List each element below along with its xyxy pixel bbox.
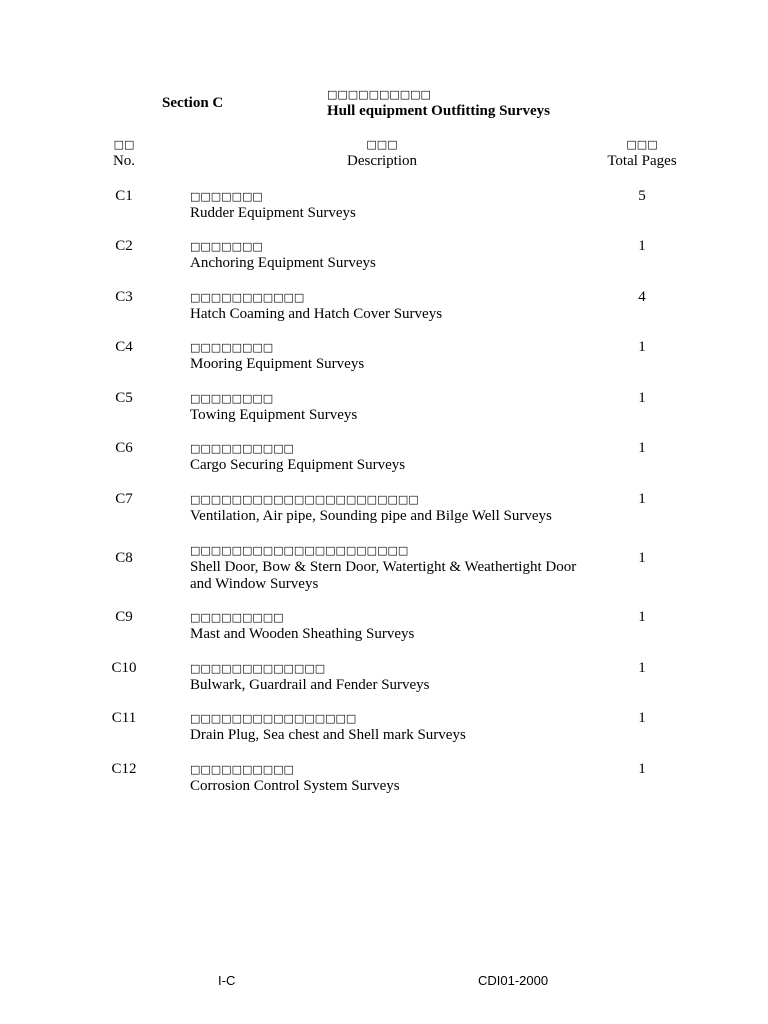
row-title: Hatch Coaming and Hatch Cover Surveys xyxy=(190,305,443,322)
toc-row xyxy=(0,660,768,694)
toc-row xyxy=(0,542,768,593)
row-description xyxy=(190,188,585,222)
row-number: C11 xyxy=(111,710,137,727)
toc-row xyxy=(0,188,768,222)
row-title-thai: □□□□□□□□□□□□□□□□□□□□□ xyxy=(190,543,409,557)
row-title-thai: □□□□□□□□□□□ xyxy=(190,290,305,304)
row-number: C9 xyxy=(115,609,133,626)
row-description xyxy=(190,609,585,643)
row-title: Mast and Wooden Sheathing Surveys xyxy=(190,626,415,643)
row-page-count: 1 xyxy=(638,339,646,356)
row-title: Shell Door, Bow & Stern Door, Watertight & Weathertight Door and Window Surveys xyxy=(190,558,577,592)
row-number: C4 xyxy=(115,339,133,356)
row-title: Corrosion Control System Surveys xyxy=(190,778,400,795)
row-title: Cargo Securing Equipment Surveys xyxy=(190,457,406,474)
toc-row xyxy=(0,710,768,744)
toc-row xyxy=(0,440,768,474)
column-header-no xyxy=(82,136,166,170)
toc-row xyxy=(0,339,768,373)
row-title-thai: □□□□□□□□□ xyxy=(190,611,284,625)
row-number: C2 xyxy=(115,238,133,255)
row-page-count: 1 xyxy=(638,609,646,626)
row-title: Anchoring Equipment Surveys xyxy=(190,255,376,272)
column-header-no-label: No. xyxy=(112,152,136,169)
row-title-thai: □□□□□□□□ xyxy=(190,391,274,405)
row-page-count: 1 xyxy=(638,238,646,255)
footer-document-code: CDI01-2000 xyxy=(478,973,549,988)
row-number: C6 xyxy=(115,440,133,457)
toc-row xyxy=(0,761,768,795)
row-page-count: 1 xyxy=(638,440,646,457)
row-description xyxy=(190,542,585,593)
column-header-description-label: Description xyxy=(347,152,417,169)
row-title: Towing Equipment Surveys xyxy=(190,406,358,423)
row-description xyxy=(190,710,585,744)
row-number: C1 xyxy=(115,187,133,204)
row-number: C3 xyxy=(115,288,133,305)
row-page-count: 5 xyxy=(638,187,646,204)
footer-section-code: I-C xyxy=(218,973,236,988)
row-description xyxy=(190,238,585,272)
toc-row xyxy=(0,289,768,323)
column-header-no-thai: □□ xyxy=(113,137,135,151)
row-title: Mooring Equipment Surveys xyxy=(190,356,365,373)
row-page-count: 1 xyxy=(638,550,646,567)
row-page-count: 1 xyxy=(638,710,646,727)
column-header-pages xyxy=(582,136,702,170)
row-page-count: 1 xyxy=(638,761,646,778)
toc-row xyxy=(0,609,768,643)
page-title-block xyxy=(327,86,550,120)
column-header-pages-thai: □□□ xyxy=(626,137,658,151)
column-header-description xyxy=(282,136,482,170)
row-title-thai: □□□□□□□ xyxy=(190,189,263,203)
row-number: C12 xyxy=(111,761,137,778)
page-title-thai: □□□□□□□□□□ xyxy=(327,87,431,101)
row-title: Ventilation, Air pipe, Sounding pipe and Bilge Well Surveys xyxy=(190,508,552,525)
row-description xyxy=(190,339,585,373)
row-title: Rudder Equipment Surveys xyxy=(190,204,356,221)
row-title: Bulwark, Guardrail and Fender Surveys xyxy=(190,676,430,693)
column-header-pages-label: Total Pages xyxy=(607,152,677,169)
row-number: C8 xyxy=(115,550,133,567)
row-page-count: 1 xyxy=(638,659,646,676)
row-number: C10 xyxy=(111,659,137,676)
row-number: C5 xyxy=(115,389,133,406)
row-title-thai: □□□□□□□□□□□□□□□□ xyxy=(190,712,357,726)
toc-row xyxy=(0,238,768,272)
row-number: C7 xyxy=(115,491,133,508)
row-title: Drain Plug, Sea chest and Shell mark Surveys xyxy=(190,727,466,744)
row-page-count: 1 xyxy=(638,491,646,508)
row-description xyxy=(190,491,585,525)
row-title-thai: □□□□□□□□□□ xyxy=(190,442,294,456)
column-header-description-thai: □□□ xyxy=(366,137,398,151)
row-description xyxy=(190,289,585,323)
row-description xyxy=(190,660,585,694)
row-description xyxy=(190,440,585,474)
row-page-count: 4 xyxy=(638,288,646,305)
row-description xyxy=(190,761,585,795)
row-description xyxy=(190,390,585,424)
page-title: Hull equipment Outfitting Surveys xyxy=(327,102,550,119)
row-title-thai: □□□□□□□ xyxy=(190,240,263,254)
section-label: Section C xyxy=(162,94,224,111)
row-page-count: 1 xyxy=(638,389,646,406)
toc-row xyxy=(0,491,768,525)
row-title-thai: □□□□□□□□ xyxy=(190,341,274,355)
row-title-thai: □□□□□□□□□□ xyxy=(190,763,294,777)
row-title-thai: □□□□□□□□□□□□□ xyxy=(190,661,326,675)
toc-row xyxy=(0,390,768,424)
row-title-thai: □□□□□□□□□□□□□□□□□□□□□□ xyxy=(190,493,419,507)
contents-list xyxy=(0,188,768,812)
